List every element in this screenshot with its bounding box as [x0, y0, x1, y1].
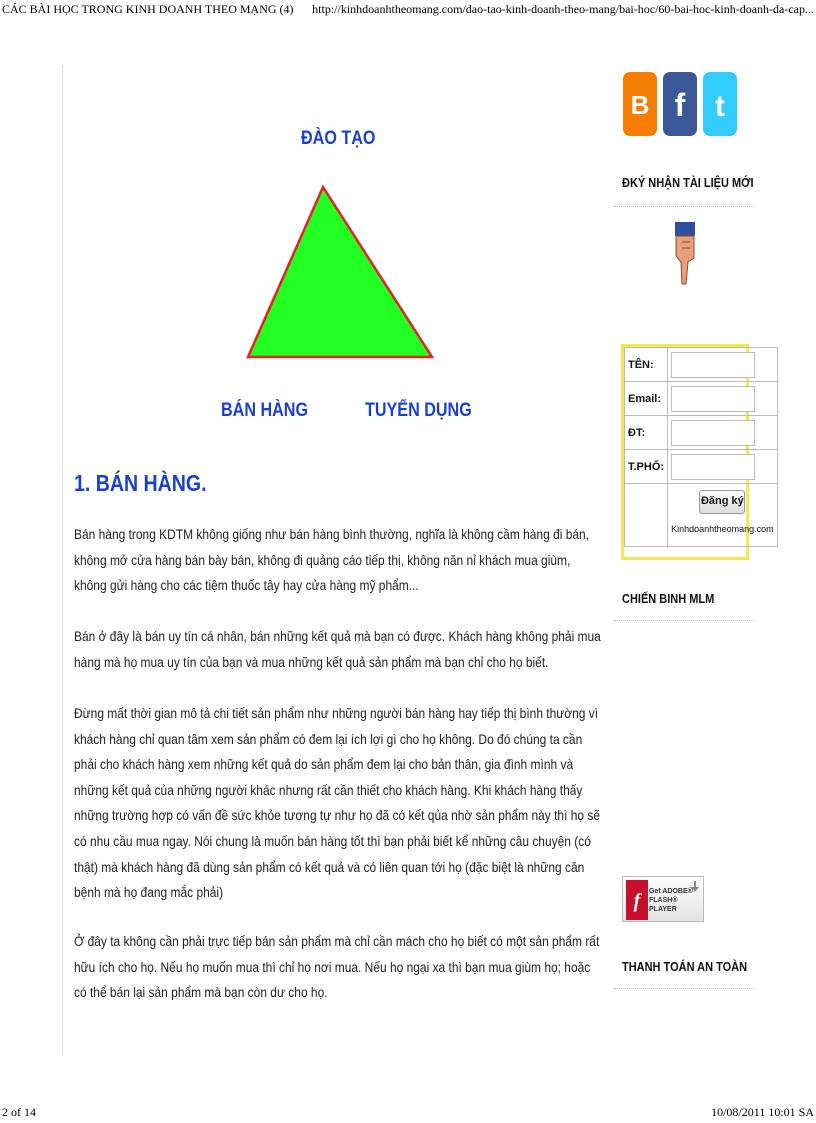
name-input[interactable]	[671, 352, 755, 378]
payment-title: THANH TOÁN AN TOÀN	[622, 960, 748, 974]
paragraph-3: Đừng mất thời gian mô tả chi tiết sản phẩm như những người bán hàng hay tiếp thị bình thường vì khách hàng chỉ quan tâm xem sản phẩm có đem lại ích lợi gì cho họ không. Do đó chúng ta cần phải cho khách hàng xem những kết quả do sản phẩm đem lại cho bản thân, gia đình mình và những kết quả của những người khác nhưng rất cần thiết cho khách hàng. Khi khách hàng thấy những trường hợp có vấn đề sức khỏe tương tự như họ đã có kết qủa nhờ sản phẩm này thì họ sẽ có nhu cầu mua ngay. Nói chung là muốn bán hàng tốt thì bạn phải biết kể những câu chuyện (có thật) mà khách hàng đã dùng sản phẩm có kết quả và có liên quan tới họ (đặc biệt là những căn bệnh mà họ đang mắc phải)	[74, 705, 601, 901]
paragraph-1: Bán hàng trong KDTM không giống như bán hàng bình thường, nghĩa là không cầm hàng đi bán, không mở cửa hàng bán bày bán, không đi quảng cáo tiếp thị, không năn nỉ khách mua giùm, không gửi hàng cho các tiệm thuốc tây hay cửa hàng mỹ phẩm...	[74, 526, 590, 594]
diagram-label-left: BÁN HÀNG	[221, 400, 309, 421]
blogger-icon-letter: B	[630, 90, 650, 120]
content-left-border	[62, 66, 63, 1056]
triangle-shape	[245, 185, 435, 365]
get-flash-player-badge[interactable]	[622, 876, 704, 922]
download-arrow-icon	[691, 881, 699, 893]
paragraph-2: Bán ở đây là bán uy tín cá nhân, bán những kết quả mà bạn có được. Khách hàng không phải mua hàng mà họ mua uy tín của bạn và mua những kết quả sản phẩm mà bạn chỉ cho họ biết.	[74, 628, 601, 670]
flash-logo-icon	[626, 880, 648, 920]
svg-text:f: f	[633, 890, 641, 912]
paragraph-4: Ở đây ta không cần phải trực tiếp bán sản phẩm mà chỉ cần mách cho họ biết có một sản phẩm rất hữu ích cho họ. Nếu họ muốn mua thì chỉ họ nơi mua. Nếu họ ngại xa thì bạn mua giùm họ; hoặc có thể bán lại sản phẩm mà bạn còn dư cho họ.	[74, 933, 600, 1001]
pointing-hand-icon	[672, 222, 698, 291]
email-label: Email:	[625, 382, 668, 416]
print-page-url: http://kinhdoanhtheomang.com/dao-tao-kinh-doanh-theo-mang/bai-hoc/60-bai-hoc-kinh-doanh-da-cap...	[312, 2, 814, 16]
print-datetime: 10/08/2011 10:01 SA	[711, 1105, 814, 1119]
submit-button[interactable]: Đăng ký	[699, 490, 745, 514]
flash-line2: FLASH® PLAYER	[649, 897, 678, 913]
city-label: T.PHỐ:	[625, 450, 668, 484]
signup-form-table	[624, 347, 778, 547]
page-number: 2 of 14	[2, 1105, 36, 1119]
print-footer	[0, 1105, 816, 1121]
phone-label: ĐT:	[625, 416, 668, 450]
mlm-title: CHIẾN BINH MLM	[622, 592, 715, 606]
diagram-label-top: ĐÀO TẠO	[301, 128, 376, 149]
blogger-icon[interactable]	[623, 72, 657, 136]
sidebar-divider	[614, 206, 754, 207]
email-input[interactable]	[671, 386, 755, 412]
print-page-title: CÁC BÀI HỌC TRONG KINH DOANH THEO MẠNG (4)	[2, 2, 294, 16]
signup-form	[621, 344, 774, 560]
facebook-icon-letter: f	[674, 87, 686, 123]
print-header	[0, 2, 816, 18]
sidebar-divider	[614, 988, 754, 989]
twitter-icon-letter: t	[715, 90, 725, 123]
phone-input[interactable]	[671, 420, 755, 446]
social-icons-svg	[622, 70, 740, 140]
site-name: Kinhdoanhtheomang.com	[671, 524, 774, 534]
diagram-label-right: TUYỂN DỤNG	[365, 400, 472, 421]
section-heading: 1. BÁN HÀNG.	[74, 470, 207, 496]
triangle-polygon	[248, 187, 432, 357]
social-icons	[622, 70, 740, 145]
form-empty-cell	[625, 484, 668, 547]
name-label: TÊN:	[625, 348, 668, 382]
twitter-icon[interactable]	[703, 72, 737, 136]
triangle-diagram	[190, 120, 510, 430]
facebook-icon[interactable]	[663, 72, 697, 136]
flash-line1: Get ADOBE®	[649, 888, 693, 895]
signup-title: ĐKÝ NHẬN TÀI LIỆU MỚI	[622, 176, 754, 190]
sidebar-divider	[614, 620, 754, 621]
city-input[interactable]	[671, 454, 755, 480]
